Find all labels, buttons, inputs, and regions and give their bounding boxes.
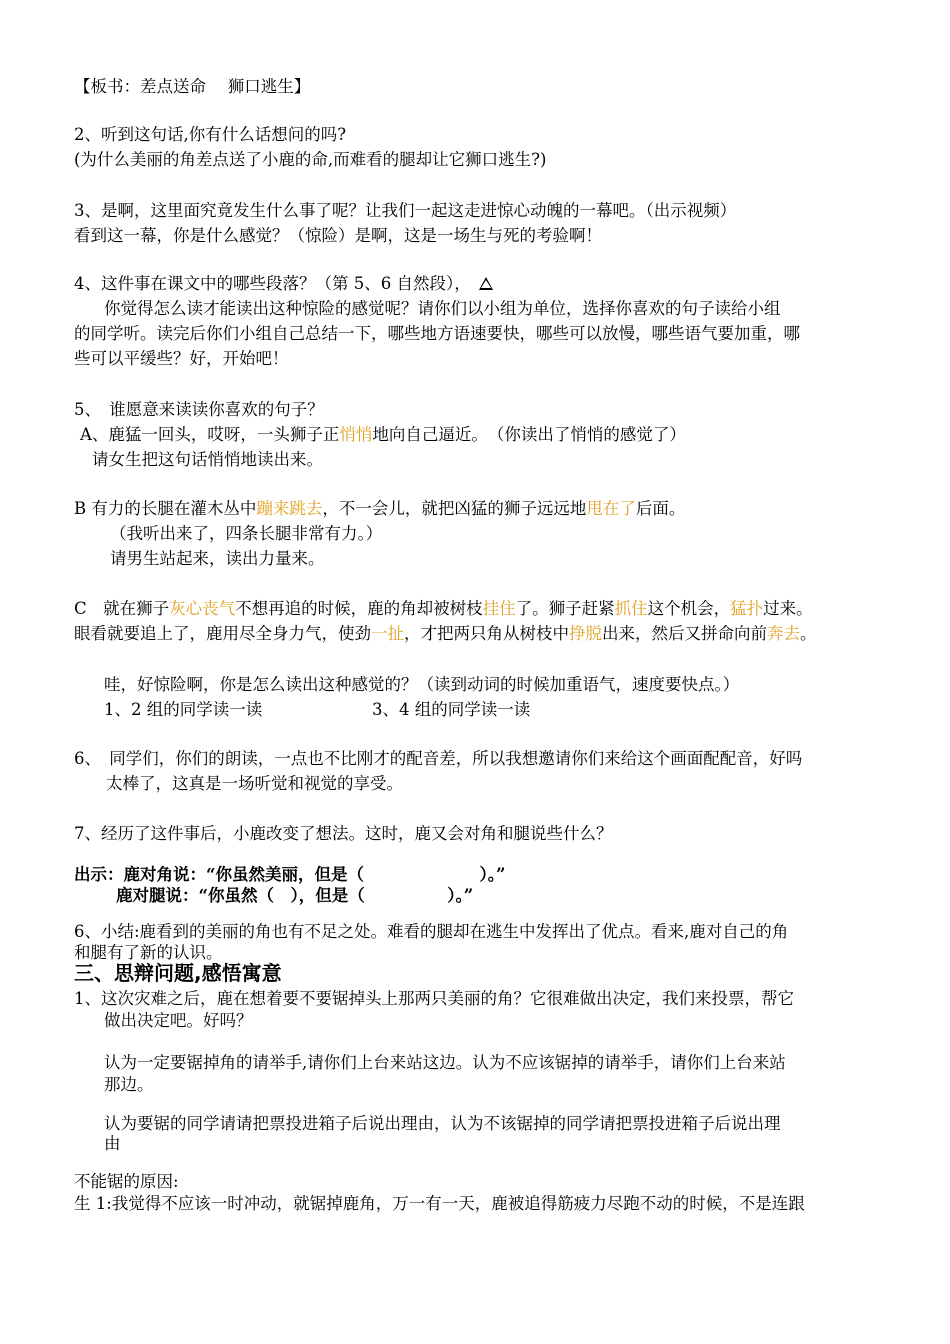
instruction: （我听出来了，四条长腿非常有力。）	[110, 524, 383, 543]
highlight-word: 奔去	[767, 624, 800, 643]
triangle-icon	[479, 277, 493, 290]
summary-line: 和腿有了新的认识。	[74, 943, 223, 962]
highlight-word: 挣脱	[569, 624, 602, 643]
q4-line: 你觉得怎么读才能读出这种惊险的感觉呢？请你们以小组为单位，选择你喜欢的句子读给小组	[104, 299, 781, 318]
s3-line: 做出决定吧。好吗？	[104, 1011, 253, 1030]
q2-line: (为什么美丽的角差点送了小鹿的命,而难看的腿却让它狮口逃生?)	[74, 150, 547, 169]
s3-line: 由	[104, 1134, 121, 1153]
q5-line: 5、 谁愿意来读读你喜欢的句子？	[74, 400, 324, 419]
q4-question: 4、这件事在课文中的哪些段落？（第 5、6 自然段），	[74, 274, 463, 293]
q7-line: 7、经历了这件事后，小鹿改变了想法。这时，鹿又会对角和腿说些什么？	[74, 824, 613, 843]
highlight-word: 悄悄	[339, 425, 373, 444]
highlight-word: 甩在了	[586, 499, 636, 518]
group-reading: 1、2 组的同学读一读	[104, 700, 263, 719]
sentence-c: C 就在狮子灰心丧气不想再追的时候，鹿的角却被树枝挂住了。狮子赶紧抓住这个机会，猛扑过来。	[74, 599, 813, 618]
q4-line	[74, 273, 493, 295]
group-reading: 3、4 组的同学读一读	[372, 700, 531, 719]
board-note: 【板书：差点送命 狮口逃生】	[74, 77, 311, 96]
instruction: 请女生把这句话悄悄地读出来。	[92, 450, 323, 469]
q3-line: 3、是啊，这里面究竟发生什么事了呢？让我们一起这走进惊心动魄的一幕吧。（出示视频）	[74, 201, 737, 220]
wow-line: 哇，好惊险啊，你是怎么读出这种感觉的？（读到动词的时候加重语气，速度要快点。）	[104, 675, 740, 694]
highlight-word: 一扯	[371, 624, 404, 643]
show-line: 鹿对腿说：“你虽然（ ），但是（ ）。”	[116, 886, 474, 905]
sentence-c: 眼看就要追上了，鹿用尽全身力气，使劲一扯，才把两只角从树枝中挣脱出来，然后又拼命向前奔去。	[74, 624, 817, 643]
show-line: 出示：鹿对角说：“你虽然美丽，但是（ ）。”	[74, 865, 506, 884]
highlight-word: 灰心丧气	[169, 599, 236, 618]
q6-line: 6、 同学们，你们的朗读，一点也不比刚才的配音差，所以我想邀请你们来给这个画面配配音，好吗	[74, 749, 803, 768]
highlight-word: 猛扑	[730, 599, 764, 618]
q2-line: 2、听到这句话,你有什么话想问的吗?	[74, 125, 347, 144]
q6-line: 太棒了，这真是一场听觉和视觉的享受。	[106, 774, 403, 793]
s3-line: 1、这次灾难之后，鹿在想着要不要锯掉头上那两只美丽的角？它很难做出决定，我们来投票，帮它	[74, 989, 794, 1008]
q4-line: 些可以平缓些？好，开始吧！	[74, 349, 289, 368]
s3-line: 认为要锯的同学请请把票投进箱子后说出理由，认为不该锯掉的同学请把票投进箱子后说出理	[104, 1114, 781, 1133]
highlight-word: 挂住	[482, 599, 516, 618]
s3-line: 认为一定要锯掉角的请举手,请你们上台来站这边。认为不应该锯掉的请举手，请你们上台来站	[104, 1053, 786, 1072]
sentence-a: A、鹿猛一回头，哎呀，一头狮子正悄悄地向自己逼近。 （你读出了悄悄的感觉了）	[80, 425, 686, 444]
q4-line: 的同学听。读完后你们小组自己总结一下，哪些地方语速要快，哪些可以放慢，哪些语气要加重，哪	[74, 324, 800, 343]
highlight-word: 抓住	[614, 599, 648, 618]
instruction: 请男生站起来，读出力量来。	[110, 549, 325, 568]
reason-heading: 不能锯的原因:	[74, 1172, 179, 1191]
q3-line: 看到这一幕，你是什么感觉？（惊险）是啊，这是一场生与死的考验啊！	[74, 226, 602, 245]
s3-line: 那边。	[104, 1075, 154, 1094]
sentence-b: B 有力的长腿在灌木丛中蹦来跳去，不一会儿，就把凶猛的狮子远远地甩在了后面。	[74, 499, 686, 518]
summary-line: 6、小结:鹿看到的美丽的角也有不足之处。难看的腿却在逃生中发挥出了优点。看来,鹿对自己的角	[74, 922, 789, 941]
student-answer: 生 1:我觉得不应该一时冲动，就锯掉鹿角，万一有一天，鹿被追得筋疲力尽跑不动的时候，不是连跟	[74, 1194, 805, 1213]
highlight-word: 蹦来跳去	[256, 499, 323, 518]
section-heading: 三、思辩问题,感悟寓意	[74, 961, 282, 985]
